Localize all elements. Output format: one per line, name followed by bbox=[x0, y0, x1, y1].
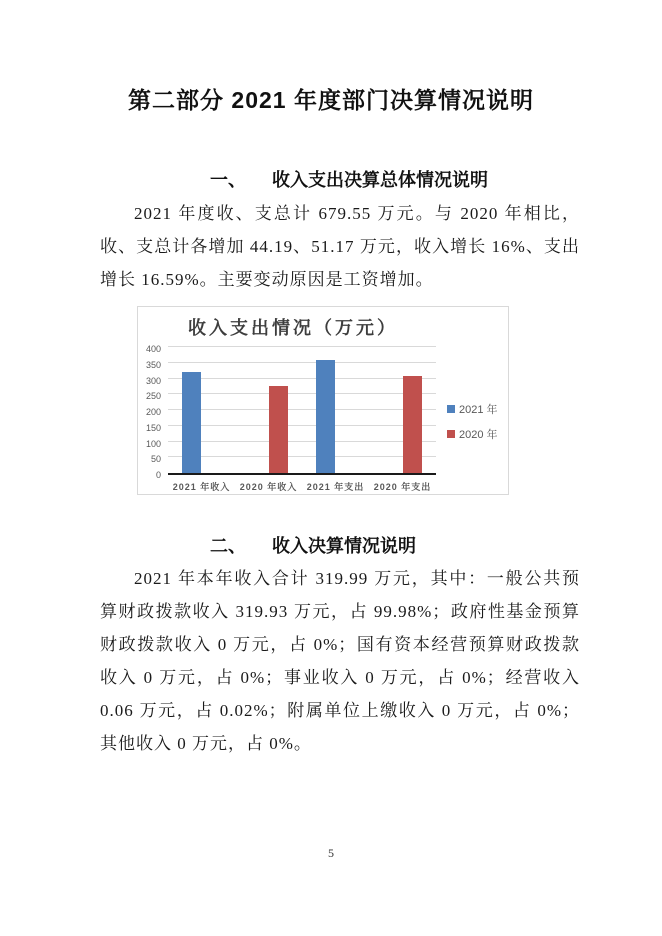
page-number: 5 bbox=[328, 846, 334, 860]
legend-swatch-icon bbox=[447, 405, 455, 413]
bar-2021 年-2021 年收入 bbox=[182, 372, 201, 473]
bar-2020 年-2020 年支出 bbox=[403, 376, 422, 473]
legend-item bbox=[447, 426, 498, 442]
y-axis-labels bbox=[138, 344, 163, 480]
x-tick-label: 2020 年支出 bbox=[373, 482, 432, 492]
chart-legend bbox=[447, 401, 498, 451]
legend-item bbox=[447, 401, 498, 417]
y-tick-label: 100 bbox=[145, 438, 161, 449]
y-tick-label: 50 bbox=[150, 454, 161, 465]
section2-number: 二、 bbox=[210, 536, 246, 556]
y-tick-label: 0 bbox=[155, 470, 161, 480]
gridline bbox=[168, 441, 436, 442]
y-tick-label: 300 bbox=[145, 375, 161, 386]
legend-swatch-icon bbox=[447, 430, 455, 438]
y-tick-label: 250 bbox=[145, 391, 161, 402]
y-tick-label: 350 bbox=[145, 359, 161, 370]
section1-heading-text: 收入支出决算总体情况说明 bbox=[272, 170, 488, 190]
document-title: 第二部分 2021 年度部门决算情况说明 bbox=[128, 87, 534, 113]
x-tick-label: 2021 年收入 bbox=[172, 482, 231, 492]
section2-heading bbox=[210, 532, 416, 558]
section1-heading bbox=[210, 166, 488, 192]
section2-heading-text: 收入决算情况说明 bbox=[272, 536, 416, 556]
gridline bbox=[168, 409, 436, 410]
legend-label: 2020 年 bbox=[459, 429, 498, 441]
income-expense-bar-chart bbox=[137, 306, 509, 495]
gridline bbox=[168, 456, 436, 457]
gridline bbox=[168, 378, 436, 379]
bar-2020 年-2020 年收入 bbox=[269, 386, 288, 473]
bar-2021 年-2021 年支出 bbox=[316, 360, 335, 473]
x-axis-labels bbox=[168, 480, 436, 493]
gridline bbox=[168, 425, 436, 426]
gridline bbox=[168, 362, 436, 363]
y-tick-label: 150 bbox=[145, 422, 161, 433]
chart-title: 收入支出情况（万元） bbox=[188, 318, 398, 338]
section1-paragraph: 2021 年度收、支总计 679.55 万元。与 2020 年相比，收、支总计各增加 44.19、51.17 万元，收入增长 16%、支出增长 16.59%。主要变动原因是工资增加。 bbox=[100, 204, 580, 289]
x-tick-label: 2020 年收入 bbox=[239, 482, 298, 492]
gridline bbox=[168, 346, 436, 347]
gridline bbox=[168, 393, 436, 394]
x-tick-label: 2021 年支出 bbox=[306, 482, 365, 492]
y-tick-label: 200 bbox=[145, 407, 161, 417]
plot-area bbox=[168, 349, 436, 475]
section2-paragraph: 2021 年本年收入合计 319.99 万元，其中：一般公共预算财政拨款收入 319.93 万元，占 99.98%；政府性基金预算财政拨款收入 0 万元，占 0%；国有资本经营预算财政拨款收入 0 万元，占 0%；事业收入 0 万元，占 0%；经营收入 0.06 万元，占 0.02%；附属单位上缴收入 0 万元，占 0%；其他收入 0 万元，占 0%。 bbox=[100, 569, 580, 753]
section1-number: 一、 bbox=[210, 170, 246, 190]
y-tick-label: 400 bbox=[145, 344, 161, 354]
legend-label: 2021 年 bbox=[459, 404, 498, 416]
